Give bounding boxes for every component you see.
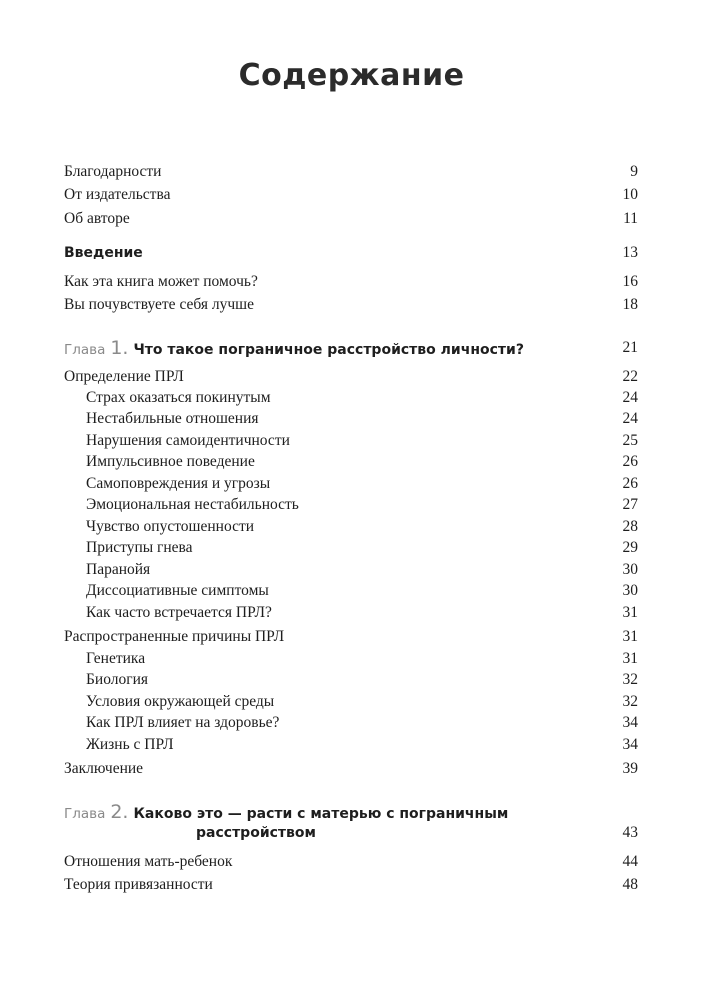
toc-entry-page: 32 [622, 671, 638, 688]
toc-entry-label: Введение [64, 245, 143, 261]
toc-entry[interactable] [64, 852, 638, 872]
toc-entry-page: 43 [622, 824, 638, 841]
toc-entry-page: 24 [622, 389, 638, 406]
toc-entry[interactable] [64, 295, 638, 315]
chapter-title-line2: расстройством [196, 825, 316, 841]
toc-chapter-2-heading-cont[interactable] [64, 823, 638, 843]
toc-entry[interactable] [64, 209, 638, 229]
toc-subentry[interactable] [64, 431, 638, 451]
toc-entry-page: 34 [622, 714, 638, 731]
toc-entry-page: 39 [622, 760, 638, 777]
toc-entry-label: Самоповреждения и угрозы [86, 475, 271, 492]
toc-entry-page: 31 [622, 650, 638, 667]
toc-entry-page: 26 [622, 453, 638, 470]
toc-entry-page: 29 [622, 539, 638, 556]
toc-entry-page: 9 [630, 163, 638, 180]
toc-entry-label: Диссоциативные симптомы [86, 582, 269, 599]
toc-entry-label: Вы почувствуете себя лучше [64, 296, 254, 313]
toc-entry-label: Генетика [86, 650, 146, 667]
toc-subentry[interactable] [64, 409, 638, 429]
toc-entry[interactable] [64, 627, 638, 647]
toc-entry[interactable] [64, 162, 638, 182]
toc-entry-label: Определение ПРЛ [64, 368, 184, 385]
toc-entry-label: Распространенные причины ПРЛ [64, 628, 285, 645]
toc-subentry[interactable] [64, 581, 638, 601]
toc-entry[interactable] [64, 367, 638, 387]
toc-entry-label: Жизнь с ПРЛ [86, 736, 174, 753]
toc-entry-label: Отношения мать-ребенок [64, 853, 233, 870]
toc-entry-label: Паранойя [86, 561, 151, 578]
toc-entry-label: Биология [86, 671, 149, 688]
toc-entry-label: Благодарности [64, 163, 162, 180]
toc-subentry[interactable] [64, 474, 638, 494]
chapter-prefix: Глава [64, 342, 106, 358]
chapter-number: 2. [110, 801, 129, 823]
toc-entry-label: Условия окружающей среды [86, 693, 275, 710]
toc-subentry[interactable] [64, 670, 638, 690]
toc-entry-page: 25 [622, 432, 638, 449]
toc-entry-label: Как эта книга может помочь? [64, 273, 258, 290]
toc-subentry[interactable] [64, 735, 638, 755]
toc-entry-label: Чувство опустошенности [86, 518, 255, 535]
chapter-title: Что такое пограничное расстройство личности? [133, 342, 524, 358]
toc-entry[interactable] [64, 185, 638, 205]
toc-entry-page: 32 [622, 693, 638, 710]
toc-entry-page: 28 [622, 518, 638, 535]
toc-entry-page: 27 [622, 496, 638, 513]
toc-entry-page: 30 [622, 561, 638, 578]
toc-entry-label: От издательства [64, 186, 171, 203]
toc-subentry[interactable] [64, 495, 638, 515]
toc-entry-page: 18 [622, 296, 638, 313]
toc-entry-label: Импульсивное поведение [86, 453, 255, 470]
toc-subentry[interactable] [64, 713, 638, 733]
page-title: Содержание [238, 58, 465, 93]
toc-entry-label: Нестабильные отношения [86, 410, 259, 427]
toc-subentry[interactable] [64, 560, 638, 580]
toc-entry-label: Эмоциональная нестабильность [86, 496, 299, 513]
toc-entry-label: Приступы гнева [86, 539, 193, 556]
toc-entry-page: 48 [622, 876, 638, 893]
toc-entry-page: 44 [622, 853, 638, 870]
toc-entry-label: Как ПРЛ влияет на здоровье? [86, 714, 280, 731]
toc-subentry[interactable] [64, 603, 638, 623]
toc-entry-label: Об авторе [64, 210, 130, 227]
toc-subentry[interactable] [64, 538, 638, 558]
chapter-prefix: Глава [64, 806, 106, 822]
toc-entry-page: 13 [622, 244, 638, 261]
toc-entry[interactable] [64, 759, 638, 779]
toc-entry-label: Заключение [64, 760, 144, 777]
toc-entry-page: 31 [622, 604, 638, 621]
toc-entry-page: 22 [622, 368, 638, 385]
toc-entry-page: 34 [622, 736, 638, 753]
toc-subentry[interactable] [64, 452, 638, 472]
toc-entry-page: 10 [622, 186, 638, 203]
toc-entry[interactable] [64, 272, 638, 292]
toc-entry-page: 21 [622, 339, 638, 356]
toc-entry-page: 16 [622, 273, 638, 290]
toc-subentry[interactable] [64, 517, 638, 537]
toc-subentry[interactable] [64, 388, 638, 408]
toc-entry-page: 30 [622, 582, 638, 599]
toc-entry-label: Теория привязанности [64, 876, 213, 893]
toc-entry-label: Страх оказаться покинутым [86, 389, 271, 406]
toc-entry-label: Нарушения самоидентичности [86, 432, 290, 449]
toc-entry-page: 26 [622, 475, 638, 492]
toc-chapter-1-heading[interactable] [64, 338, 638, 358]
chapter-number: 1. [110, 337, 129, 359]
toc-entry-page: 31 [622, 628, 638, 645]
toc-entry-introduction[interactable] [64, 243, 638, 263]
toc-subentry[interactable] [64, 649, 638, 669]
chapter-title: Каково это — расти с матерью с пограничным [133, 806, 509, 822]
toc-entry[interactable] [64, 875, 638, 895]
toc-chapter-2-heading[interactable] [64, 802, 638, 822]
toc-entry-page: 24 [622, 410, 638, 427]
toc-entry-label: Как часто встречается ПРЛ? [86, 604, 272, 621]
toc-subentry[interactable] [64, 692, 638, 712]
toc-entry-page: 11 [623, 210, 638, 227]
